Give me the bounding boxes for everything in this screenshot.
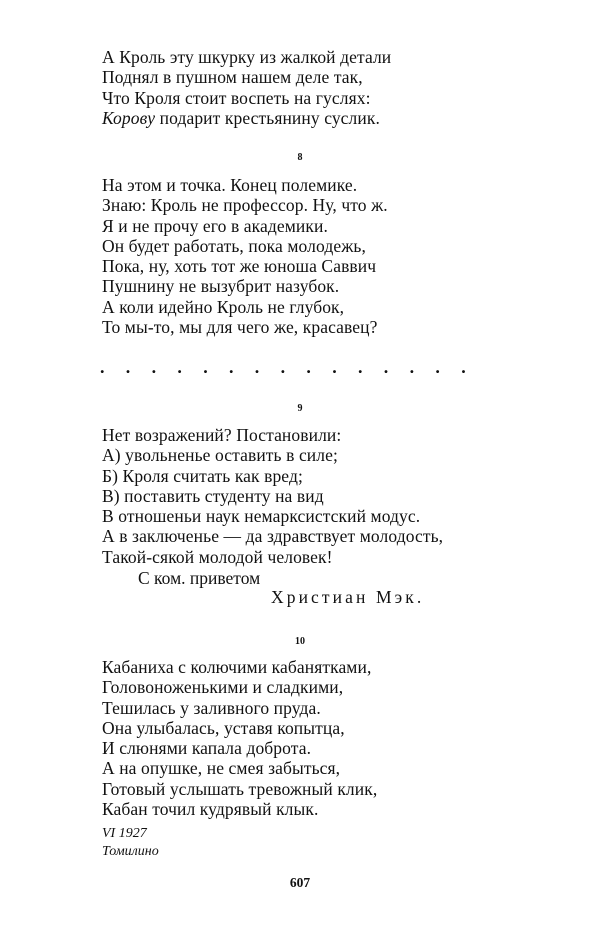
verse-line: Б) Кроля считать как вред; — [102, 465, 303, 486]
verse-line: Головоноженькими и сладкими, — [102, 677, 344, 698]
verse-line: Что Кроля стоит воспеть на гуслях: — [102, 87, 371, 108]
verse-line: Поднял в пушном нашем деле так, — [102, 67, 363, 88]
stanza-section-10 — [102, 657, 542, 819]
section-number-10: 10 — [295, 636, 305, 647]
page-number: 607 — [289, 875, 311, 890]
verse-line: На этом и точка. Конец полемике. — [102, 175, 358, 195]
verse-line: А) увольненье оставить в силе; — [102, 445, 338, 466]
verse-line: Такой-сякой молодой человек! — [102, 546, 333, 567]
verse-line: Готовый услышать тревожный клик, — [102, 778, 378, 799]
verse-line: В отношеньи наук немарксистский модус. — [102, 506, 421, 527]
section-number-8: 8 — [297, 152, 303, 163]
stanza-opening — [102, 47, 542, 128]
section-number-9: 9 — [297, 403, 303, 414]
verse-line: И слюнями капала доброта. — [102, 738, 312, 759]
verse-line: А Кроль эту шкурку из жалкой детали — [102, 47, 392, 67]
stanza-section-8 — [102, 175, 542, 337]
verse-line: Пока, ну, хоть тот же юноша Саввич — [102, 256, 377, 277]
verse-line: Пушнину не вызубрит назубок. — [102, 276, 340, 297]
poem-place: Томилино — [102, 844, 159, 859]
verse-line: А коли идейно Кроль не глубок, — [102, 296, 345, 317]
letter-signature: Христиан Мэк. — [271, 587, 425, 607]
omission-dots: . . . . . . . . . . . . . . . — [100, 357, 475, 377]
verse-line: Нет возражений? Постановили: — [102, 425, 342, 445]
letter-greeting: С ком. приветом — [138, 568, 261, 588]
verse-line: Кабаниха с колючими кабанятками, — [102, 657, 372, 677]
verse-line: В) поставить студенту на вид — [102, 485, 324, 506]
verse-line: Кабан точил кудрявый клык. — [102, 799, 319, 820]
verse-line: То мы-то, мы для чего же, красавец? — [102, 317, 378, 338]
verse-line — [102, 108, 542, 128]
verse-line: А в заключенье — да здравствует молодость, — [102, 526, 444, 547]
verse-line-rest: подарит крестьянину суслик. — [155, 107, 380, 128]
verse-line: Тешилась у заливного пруда. — [102, 697, 321, 718]
stanza-section-9 — [102, 425, 542, 567]
verse-line: Знаю: Кроль не профессор. Ну, что ж. — [102, 195, 388, 216]
verse-line: А на опушке, не смея забыться, — [102, 758, 341, 779]
verse-line: Она улыбалась, уставя копытца, — [102, 717, 345, 738]
verse-line: Он будет работать, пока молодежь, — [102, 235, 366, 256]
verse-line: Я и не прочу его в академики. — [102, 215, 328, 236]
poem-date: VI 1927 — [102, 826, 147, 841]
italic-word: Корову — [102, 107, 156, 128]
